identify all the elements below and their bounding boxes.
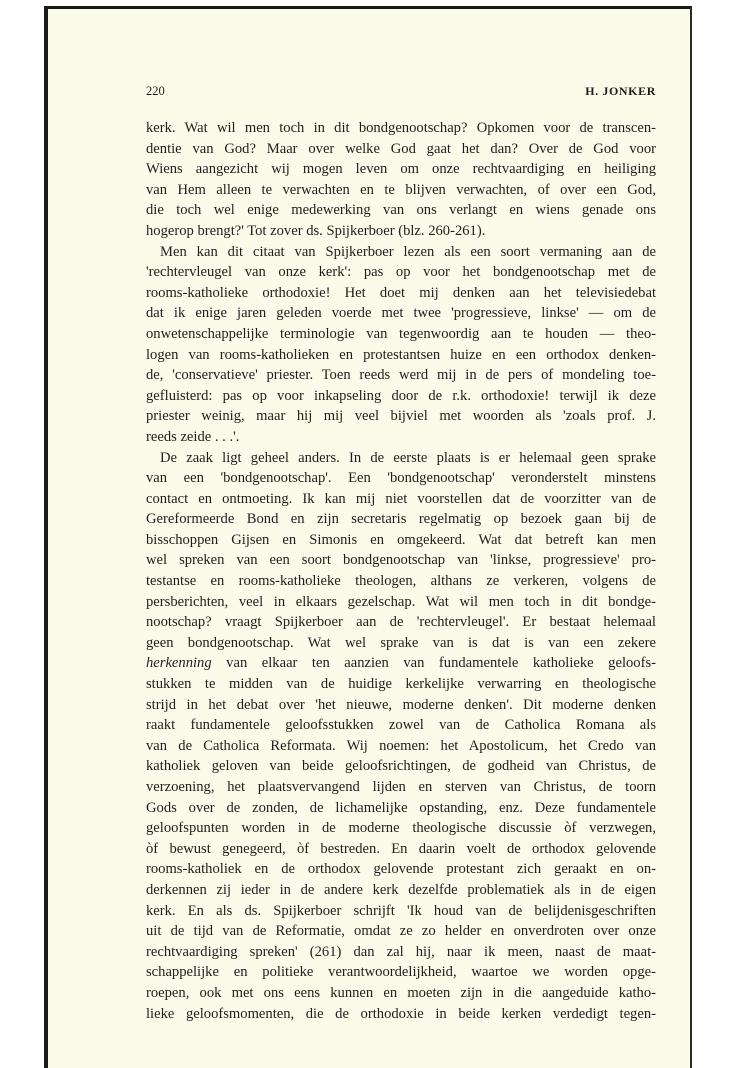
text-line: Gods over de zonden, de lichamelijke opstanding, enz. Deze fundamentele	[146, 799, 656, 816]
text-line: dat ik enige jaren geleden voerde met twee 'progressieve, linkse' — om de	[146, 305, 656, 322]
text-line: kerk. Wat wil men toch in dit bondgenootschap? Opkomen voor de transcen-	[146, 120, 656, 136]
text-line: De zaak ligt geheel anders. In de eerste plaats is er helemaal geen sprake	[160, 449, 656, 466]
text-line: roepen, ook met ons eens kunnen en moeten zijn in die aangeduide katho-	[146, 984, 656, 1001]
text-line: Men kan dit citaat van Spijkerboer lezen als een soort vermaning aan de	[160, 243, 656, 260]
emphasis-text: herkenning	[146, 655, 212, 672]
text-line: die toch wel enige medewerking van ons verlangt en wiens genade ons	[146, 202, 656, 219]
text-segment: van elkaar ten aanzien van fundamentele katholieke geloofs-	[211, 655, 656, 672]
page-number: 220	[146, 84, 165, 98]
text-line: rooms-katholiek en de orthodox gelovende protestant zich geraakt en on-	[146, 861, 656, 878]
text-line: dentie van God? Maar over welke God gaat het dan? Over de God voor	[146, 140, 656, 157]
text-line: bisschoppen Gijsen en Simonis en omgekeerd. Wat dat betreft kan men	[146, 531, 656, 548]
text-line: hogerop brengt?' Tot zover ds. Spijkerboer (blz. 260-261).	[146, 222, 486, 239]
text-line: persberichten, veel in elkaars gezelschap. Wat wil men toch in dit bondge-	[146, 593, 656, 610]
text-line: Wiens aangezicht wij mogen leven om onze rechtvaardiging en heiliging	[146, 161, 656, 178]
text-line: onwetenschappelijke terminologie van tegenwoordig aan te houden — theo-	[146, 325, 656, 342]
text-line: katholiek geloven van beide geloofsrichtingen, de godheid van Christus, de	[146, 758, 656, 775]
text-line: priester weinig, maar hij mij veel bijviel met woorden als 'zoals prof. J.	[146, 408, 656, 425]
text-line: derkennen zij ieder in de andere kerk dezelfde problematiek als in de eigen	[146, 881, 656, 898]
text-line: stukken te midden van de huidige kerkelijke verwarring en theologische	[146, 676, 656, 693]
text-line: òf bewust genegeerd, òf bestreden. En daarin voelt de orthodox gelovende	[146, 840, 656, 857]
body-text	[146, 118, 656, 1024]
text-line: rechtvaardiging spreken' (261) dan zal hij, naar ik meen, naast de maat-	[146, 943, 656, 960]
text-line: gefluisterd: pas op voor inkapseling door de r.k. orthodoxie! terwijl ik deze	[146, 387, 656, 404]
running-head-author: H. JONKER	[585, 84, 656, 98]
text-line: 'rechtervleugel van onze kerk': pas op voor het bondgenootschap met de	[146, 264, 656, 281]
text-line: van de Catholica Reformata. Wij noemen: het Apostolicum, het Credo van	[146, 737, 656, 754]
text-line: lieke geloofsmomenten, die de orthodoxie in beide kerken verdedigt tegen-	[146, 1005, 656, 1022]
text-line: logen van rooms-katholieken en protestantsen huize en een orthodox denken-	[146, 346, 656, 363]
text-line: nootschap? vraagt Spijkerboer aan de 'rechtervleugel'. Er bestaat helemaal	[146, 614, 656, 631]
text-line: van een 'bondgenootschap'. Een 'bondgenootschap' veronderstelt minstens	[146, 470, 656, 487]
text-line: contact en ontmoeting. Ik kan mij niet voorstellen dat de voorzitter van de	[146, 490, 656, 507]
text-line: reeds zeide . . .'.	[146, 428, 240, 445]
text-line: wel spreken van een soort bondgenootschap van 'linkse, progressieve' pro-	[146, 552, 656, 569]
text-line: raakt fundamentele geloofsstukken zowel van de Catholica Romana als	[146, 717, 656, 734]
text-line: rooms-katholieke orthodoxie! Het doet mij denken aan het televisiedebat	[146, 284, 656, 301]
text-line: geen bondgenootschap. Wat wel sprake van is dat is van een zekere	[146, 634, 656, 651]
text-line: Gereformeerde Bond en zijn secretaris regelmatig op bezoek gaan bij de	[146, 511, 656, 528]
text-line: geloofspunten worden in de moderne theologische discussie òf verzwegen,	[146, 820, 656, 837]
text-line: kerk. En als ds. Spijkerboer schrijft 'Ik houd van de belijdenisgeschriften	[146, 902, 656, 919]
text-line: de, 'conservatieve' priester. Toen reeds werd mij in de pers of mondeling toe-	[146, 367, 656, 384]
text-line: schappelijke en politieke verantwoordelijkheid, waartoe we worden opge-	[146, 964, 656, 981]
text-line: uit de tijd van de Reformatie, omdat ze zo helder en onverdroten over onze	[146, 923, 656, 940]
text-line: verzoening, het plaatsvervangend lijden en sterven van Christus, de toorn	[146, 779, 656, 795]
text-line: testantse en rooms-katholieke theologen, althans ze verkeren, volgens de	[146, 573, 656, 590]
text-line: strijd in het debat over 'het nieuwe, moderne denken'. Dit moderne denken	[146, 696, 656, 713]
text-line	[146, 653, 656, 674]
text-line: van Hem alleen te verwachten en te blijven verwachten, of over een God,	[146, 181, 656, 198]
